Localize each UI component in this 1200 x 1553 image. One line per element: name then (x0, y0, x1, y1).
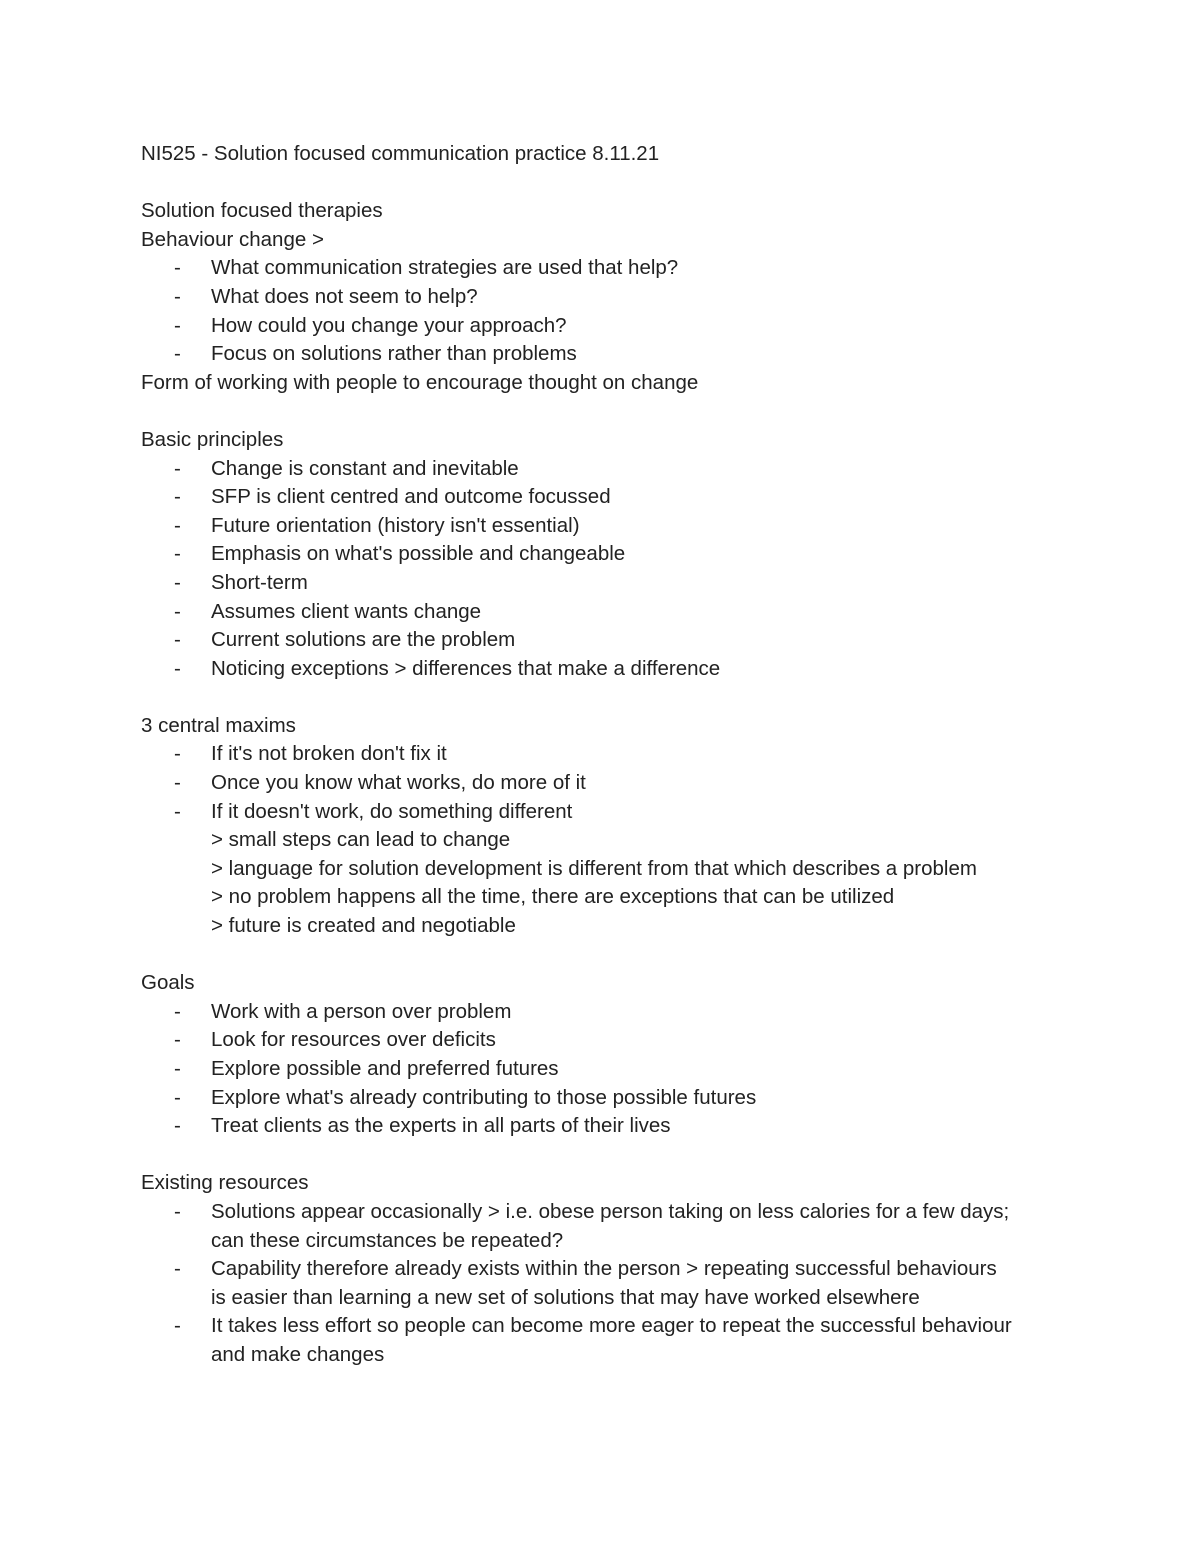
bullet-dash: - (174, 599, 181, 623)
bullet-continuation: > small steps can lead to change (211, 828, 511, 852)
bullet-dash: - (174, 456, 181, 480)
bullet-line (141, 769, 1101, 798)
bullet-dash: - (174, 313, 181, 337)
list-item (141, 769, 1101, 798)
section-heading: Existing resources (141, 1171, 309, 1195)
section-1 (141, 197, 1101, 397)
bullet-dash: - (174, 1085, 181, 1109)
bullet-line (141, 1112, 1101, 1141)
blank-line (141, 397, 1101, 426)
section-4 (141, 969, 1101, 1141)
section-3 (141, 712, 1101, 941)
bullet-text: What does not seem to help? (211, 284, 478, 308)
section-heading: Basic principles (141, 427, 284, 451)
bullet-text: How could you change your approach? (211, 313, 567, 337)
bullet-dash: - (174, 1199, 181, 1223)
bullet-dash: - (174, 256, 181, 280)
bullet-line (141, 540, 1101, 569)
list-item (141, 1198, 1101, 1255)
bullet-dash: - (174, 1114, 181, 1138)
bullet-line (141, 655, 1101, 684)
bullet-text: Focus on solutions rather than problems (211, 342, 577, 366)
section-heading: Solution focused therapies (141, 199, 383, 223)
bullet-line (141, 312, 1101, 341)
bullet-text: Short-term (211, 570, 308, 594)
section-heading: Goals (141, 971, 195, 995)
bullet-text: Future orientation (history isn't essential) (211, 513, 580, 537)
bullet-dash: - (174, 1057, 181, 1080)
bullet-continuation: is easier than learning a new set of solutions that may have worked elsewhere (211, 1285, 920, 1309)
bullet-line (141, 455, 1101, 484)
bullet-text: If it's not broken don't fix it (211, 742, 447, 766)
bullet-line (141, 1084, 1101, 1113)
bullet-line (141, 283, 1101, 312)
section-5 (141, 1169, 1101, 1369)
section-heading: 3 central maxims (141, 713, 296, 737)
list-item (141, 1312, 1101, 1369)
bullet-list (141, 455, 1101, 684)
list-item (141, 740, 1101, 769)
bullet-dash: - (174, 342, 181, 366)
bullet-line (141, 512, 1101, 541)
blank-line (141, 941, 1101, 970)
bullet-dash: - (174, 742, 181, 766)
bullet-line (141, 998, 1101, 1027)
bullet-text: Change is constant and inevitable (211, 456, 519, 480)
list-item (141, 254, 1101, 283)
bullet-line (141, 569, 1101, 598)
bullet-continuation: > future is created and negotiable (211, 914, 516, 938)
blank-line (141, 683, 1101, 712)
bullet-text: Emphasis on what's possible and changeable (211, 542, 626, 566)
list-item (141, 1084, 1101, 1113)
bullet-text: It takes less effort so people can become more eager to repeat the successful behaviour (211, 1314, 1012, 1338)
bullet-continuation: > no problem happens all the time, there are exceptions that can be utilized (211, 885, 895, 909)
list-item (141, 483, 1101, 512)
bullet-text: If it doesn't work, do something different (211, 799, 573, 823)
list-item (141, 626, 1101, 655)
bullet-dash: - (174, 570, 181, 594)
list-item (141, 283, 1101, 312)
bullet-text: Once you know what works, do more of it (211, 771, 586, 795)
list-item (141, 655, 1101, 684)
bullet-continuation: can these circumstances be repeated? (211, 1228, 564, 1252)
section-2 (141, 426, 1101, 683)
bullet-list (141, 740, 1101, 940)
bullet-text: Explore possible and preferred futures (211, 1057, 559, 1080)
list-item (141, 569, 1101, 598)
bullet-line (141, 1312, 1101, 1341)
list-item (141, 1055, 1101, 1084)
bullet-list (141, 1198, 1101, 1370)
bullet-line (141, 598, 1101, 627)
document-page (141, 140, 1101, 1370)
list-item (141, 598, 1101, 627)
bullet-list (141, 254, 1101, 368)
bullet-text: Assumes client wants change (211, 599, 482, 623)
bullet-text: Work with a person over problem (211, 999, 512, 1023)
bullet-dash: - (174, 1257, 181, 1281)
bullet-dash: - (174, 1028, 181, 1052)
list-item (141, 340, 1101, 369)
bullet-dash: - (174, 799, 181, 823)
section-heading: Behaviour change > (141, 227, 324, 251)
list-item (141, 512, 1101, 541)
bullet-dash: - (174, 999, 181, 1023)
bullet-dash: - (174, 1314, 181, 1338)
bullet-text: Solutions appear occasionally > i.e. obese person taking on less calories for a few days; (211, 1199, 1010, 1223)
bullet-dash: - (174, 542, 181, 566)
bullet-line (141, 254, 1101, 283)
bullet-line (141, 340, 1101, 369)
list-item (141, 798, 1101, 941)
bullet-dash: - (174, 656, 181, 680)
bullet-continuation: > language for solution development is different from that which describes a problem (211, 856, 977, 880)
bullet-line (141, 1026, 1101, 1055)
bullet-dash: - (174, 284, 181, 308)
bullet-dash: - (174, 513, 181, 537)
list-item (141, 1255, 1101, 1312)
bullet-text: Noticing exceptions > differences that make a difference (211, 656, 721, 680)
document-body (141, 169, 1101, 1370)
bullet-line (141, 1055, 1101, 1084)
bullet-line (141, 626, 1101, 655)
bullet-dash: - (174, 771, 181, 795)
bullet-dash: - (174, 485, 181, 509)
list-item (141, 312, 1101, 341)
bullet-text: What communication strategies are used that help? (211, 256, 679, 280)
blank-line (141, 169, 1101, 198)
list-item (141, 998, 1101, 1027)
bullet-text: Current solutions are the problem (211, 628, 516, 652)
list-item (141, 1026, 1101, 1055)
bullet-text: Look for resources over deficits (211, 1028, 496, 1052)
bullet-text: Explore what's already contributing to those possible futures (211, 1085, 757, 1109)
document-title: NI525 - Solution focused communication practice 8.11.21 (141, 142, 660, 165)
bullet-line (141, 483, 1101, 512)
bullet-line (141, 798, 1101, 827)
bullet-line (141, 1255, 1101, 1284)
bullet-text: SFP is client centred and outcome focussed (211, 485, 611, 509)
blank-line (141, 1141, 1101, 1170)
bullet-dash: - (174, 628, 181, 652)
section-note: Form of working with people to encourage thought on change (141, 370, 699, 394)
bullet-continuation: and make changes (211, 1342, 385, 1366)
bullet-text: Capability therefore already exists within the person > repeating successful behaviours (211, 1257, 997, 1281)
list-item (141, 1112, 1101, 1141)
bullet-list (141, 998, 1101, 1141)
bullet-line (141, 1198, 1101, 1227)
list-item (141, 455, 1101, 484)
bullet-text: Treat clients as the experts in all parts of their lives (211, 1114, 671, 1138)
bullet-line (141, 740, 1101, 769)
list-item (141, 540, 1101, 569)
